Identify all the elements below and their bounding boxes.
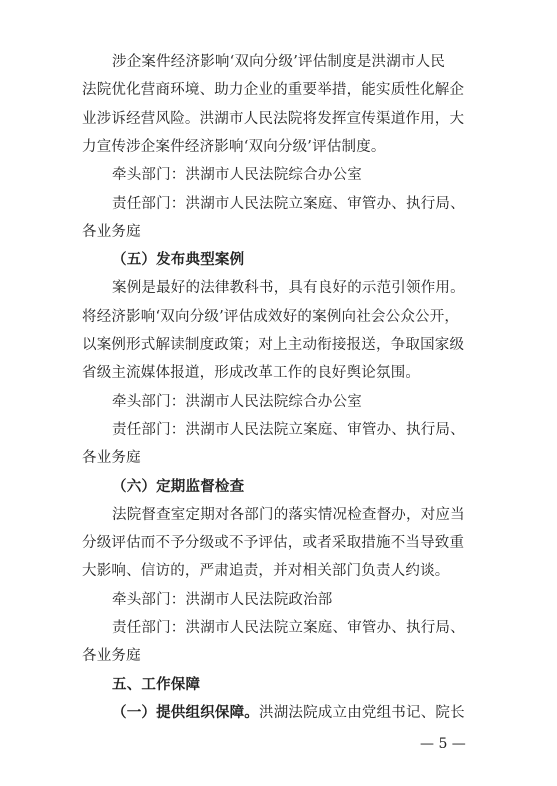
paragraph-line: 责任部门：洪湖市人民法院立案庭、审管办、执行局、 bbox=[112, 195, 465, 212]
paragraph-line: 大影响、信访的，严肃追责，并对相关部门负责人约谈。 bbox=[82, 563, 450, 580]
paragraph-line: 业涉诉经营风险。洪湖市人民法院将发挥宣传渠道作用，大 bbox=[82, 110, 465, 127]
paragraph-line: 牵头部门：洪湖市人民法院综合办公室 bbox=[112, 393, 362, 410]
paragraph-text: 洪湖法院成立由党组书记、院长 bbox=[259, 704, 465, 721]
paragraph-line: 各业务庭 bbox=[82, 648, 141, 665]
paragraph-line: 法院优化营商环境、助力企业的重要举措，能实质性化解企 bbox=[82, 82, 465, 99]
paragraph-line: 分级评估而不予分级或不予评估，或者采取措施不当导致重 bbox=[82, 535, 465, 552]
paragraph-line: 责任部门：洪湖市人民法院立案庭、审管办、执行局、 bbox=[112, 620, 465, 636]
paragraph-line: 涉企案件经济影响‘双向分级’评估制度是洪湖市人民 bbox=[112, 54, 446, 70]
section-heading-work-guarantee: 五、工作保障 bbox=[112, 676, 201, 693]
paragraph-line: 牵头部门：洪湖市人民法院综合办公室 bbox=[112, 167, 362, 184]
page-number: — 5 — bbox=[420, 736, 466, 752]
paragraph-line: 法院督查室定期对各部门的落实情况检查督办，对应当 bbox=[112, 506, 465, 523]
paragraph-line: 将经济影响‘双向分级’评估成效好的案例向社会公众公开， bbox=[82, 308, 460, 325]
paragraph-line: 牵头部门：洪湖市人民法院政治部 bbox=[112, 591, 333, 608]
paragraph-line: 案例是最好的法律教科书，具有良好的示范引领作用。 bbox=[112, 280, 465, 297]
subheading-organization-guarantee: （一）提供组织保障。洪湖法院成立由党组书记、院长 bbox=[112, 704, 465, 721]
section-heading-6: （六）定期监督检查 bbox=[112, 478, 245, 495]
paragraph-line: 各业务庭 bbox=[82, 223, 141, 240]
paragraph-line: 省级主流媒体报道，形成改革工作的良好舆论氛围。 bbox=[82, 365, 421, 382]
paragraph-line: 责任部门：洪湖市人民法院立案庭、审管办、执行局、 bbox=[112, 421, 465, 438]
section-heading-5: （五）发布典型案例 bbox=[112, 252, 245, 269]
paragraph-line: 力宣传涉企案件经济影响‘双向分级’评估制度。 bbox=[82, 138, 386, 155]
paragraph-line: 各业务庭 bbox=[82, 450, 141, 467]
paragraph-line: 以案例形式解读制度政策；对上主动衔接报送，争取国家级 bbox=[82, 337, 465, 353]
